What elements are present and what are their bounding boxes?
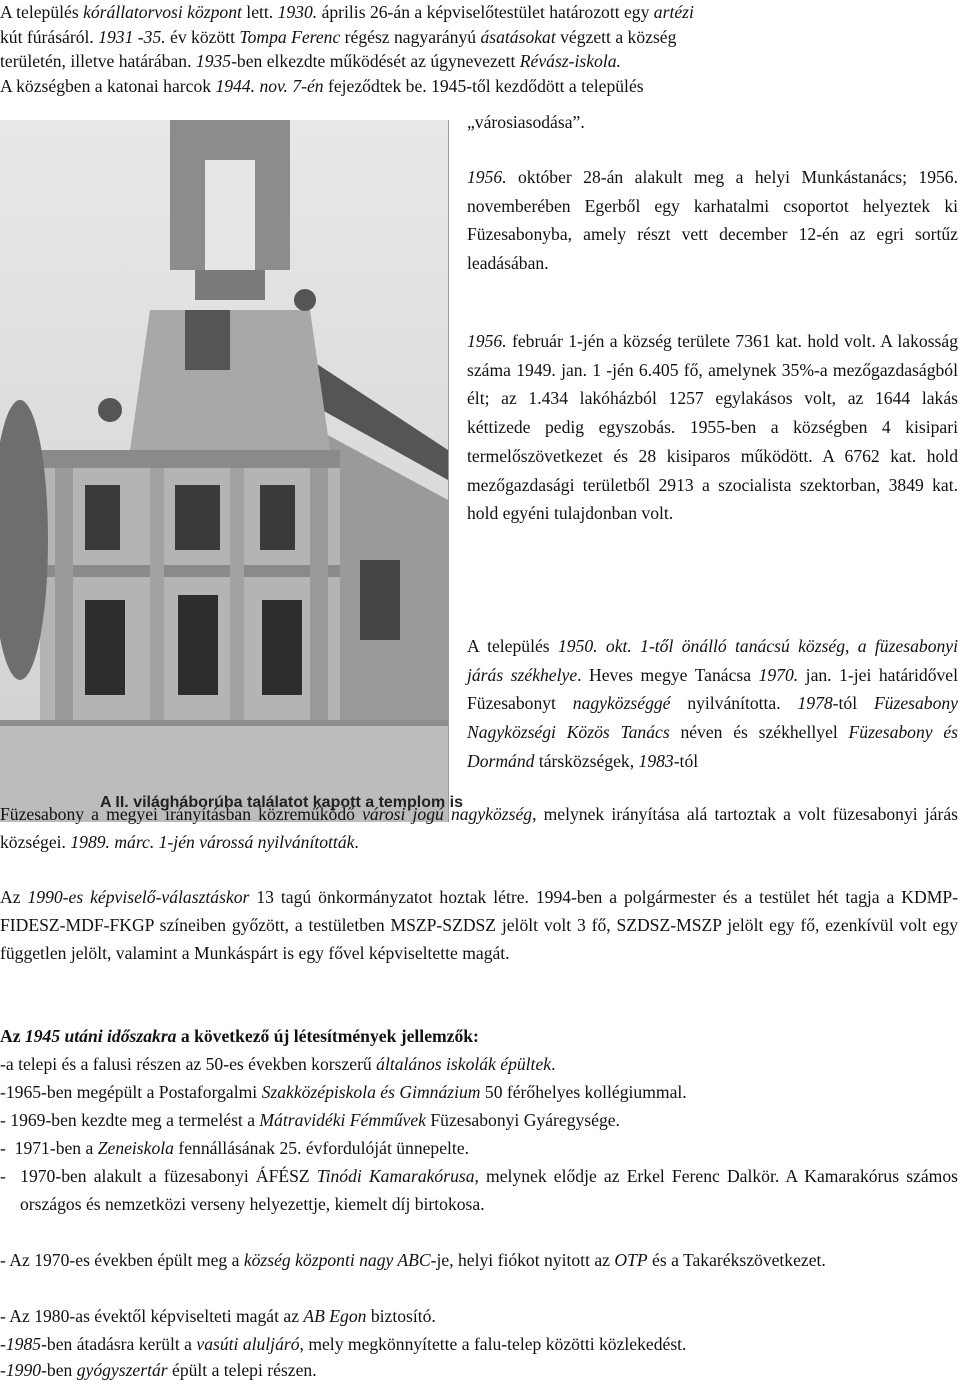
text: 1978: [797, 693, 833, 714]
list-item: -a telepi és a falusi részen az 50-es években korszerű általános iskolák épültek.: [0, 1054, 556, 1074]
text: 1945 utáni időszakra: [24, 1026, 177, 1046]
text: 1956.: [467, 331, 507, 351]
text: A település: [467, 636, 558, 656]
list-item: - 1970-ben alakult a füzesabonyi ÁFÉSZ Tinódi Kamarakórusa, melynek elődje az Erkel Ferenc Dalkör. A Kamarakórus számos országos és nemzetközi verseny helyezettje, kiemelt díj birtokosa.: [0, 1166, 958, 1214]
text: 1930.: [277, 2, 318, 22]
text: 1956.: [467, 167, 507, 187]
text: kórállatorvosi központ: [83, 2, 242, 22]
list-item: - 1969-ben kezdte meg a termelést a Mátravidéki Fémművek Füzesabonyi Gyáregysége.: [0, 1110, 620, 1130]
text: társközségek,: [534, 750, 639, 771]
paragraph-1950: [467, 632, 958, 776]
list-item: -1965-ben megépült a Postaforgalmi Szakközépiskola és Gimnázium 50 férőhelyes kollégiummal.: [0, 1082, 687, 1102]
text: fejeződtek be.: [323, 75, 427, 96]
text: 1935: [195, 51, 232, 71]
text: városi jogú nagyközség: [362, 804, 533, 824]
text: végzett a község: [555, 26, 677, 47]
text: Tompa Ferenc: [239, 26, 341, 47]
text: 1983: [638, 750, 674, 771]
text: április 26-án a képviselőtestület határozott egy: [317, 2, 654, 22]
text: Füzesabony a megyei irányításban közreműködő: [0, 804, 363, 824]
text: területén, illetve határában.: [0, 51, 196, 71]
text: a következő új létesítmények jellemzők:: [176, 1026, 479, 1046]
paragraph-1956-october: [467, 163, 958, 278]
church-photo: [0, 120, 449, 822]
text: 1989. márc. 1-jén várossá nyilvánították: [70, 832, 355, 852]
text: .: [354, 832, 359, 852]
text: , melynek irányítása alá tartoztak a volt füzesabonyi járás községei.: [0, 804, 958, 852]
section-heading: [0, 1022, 958, 1050]
text: 1944. nov. 7-én: [215, 75, 324, 96]
text: 1931 -35.: [98, 26, 166, 47]
text: A település: [0, 2, 84, 22]
text: Révász-iskola.: [519, 51, 621, 71]
paragraph-1956-february: [467, 327, 958, 528]
text: régész nagyarányú: [340, 26, 481, 47]
list-item: -1990-ben gyógyszertár épült a telepi részen.: [0, 1360, 317, 1380]
list-item: -1985-ben átadásra került a vasúti aluljáró, mely megkönnyítette a falu-telep közötti közlekedést.: [0, 1334, 687, 1354]
list-item: - Az 1980-as évektől képviselteti magát az AB Egon biztosító.: [0, 1306, 436, 1326]
paragraph-1990-election: [0, 883, 958, 967]
text: -ben elkezdte működését az úgynevezett: [231, 51, 520, 71]
church-illustration: [0, 120, 448, 822]
text: október 28-án alakult meg a helyi Munkástanács; 1956. novemberében Egerből egy karhatalmi csoportot helyeztek ki Füzesabonyba, amely részt vett december 12-én az egri sortűz leadásában.: [467, 167, 958, 274]
intro-paragraph: [0, 0, 958, 98]
text: Füzesabony és Dormánd: [467, 722, 958, 771]
text: 1945-től kezdődött a település: [426, 75, 644, 96]
text: nagyközséggé: [572, 693, 671, 714]
list-item: - Az 1970-es években épült meg a község központi nagy ABC-je, helyi fiókot nyitott az OTP és a Takarékszövetkezet.: [0, 1250, 826, 1270]
text: Az: [0, 887, 28, 907]
text: kút fúrásáról.: [0, 26, 99, 47]
text: február 1-jén a község területe 7361 kat. hold volt. A lakosság száma 1949. jan. 1 -jén 6.405 fő, amelynek 35%-a mezőgazdaságból élt; az 1.434 lakóházból 1257 egylakásos volt, az 1644 lakás kéttizede pedig egyszobás. 1955-ben a községben 4 kisipari termelőszövetkezet és 28 kisiparos működött. A 6762 kat. hold mezőgazdasági területből 2913 a szocialista szektorban, 3849 kat. hold egyéni tulajdonban volt.: [467, 331, 958, 524]
text: 1970.: [758, 664, 799, 685]
text: 13 tagú önkormányzatot hoztak létre. 1994-ben a polgármester és a testület hét tagja a KDMP-FIDESZ-MDF-FKGP színeiben győzött, a testületben MSZP-SZDSZ jelölt volt 3 fő, SZDSZ-MSZP jelölt egy fő, ezenkívül volt egy független jelölt, valamint a Munkáspárt is egy fővel képviseltette magát.: [0, 887, 958, 963]
paragraph-1983: [0, 800, 958, 856]
text: jan. 1-jei határidővel Füzesabonyt: [467, 664, 958, 714]
text: . Heves megye Tanácsa: [577, 664, 759, 685]
text: -tól: [673, 750, 699, 771]
text: 1950. okt. 1-től önálló tanácsú község, a füzesabonyi járás székhelye: [467, 636, 958, 685]
text: nyilvánította.: [670, 693, 798, 714]
list-item: - 1971-ben a Zeneiskola fennállásának 25. évfordulóját ünnepelte.: [0, 1138, 470, 1158]
text: lett.: [241, 2, 278, 22]
text: év között: [165, 26, 240, 47]
text: artézi: [653, 2, 694, 22]
photo-caption: A II. világháborúba találatot kapott a templom is: [100, 794, 464, 811]
text: A községben a katonai harcok: [0, 75, 216, 96]
text: néven és székhellyel: [669, 722, 849, 743]
text: 1990-es képviselő-választáskor: [27, 887, 250, 907]
text: „városiasodása”.: [467, 112, 585, 132]
text: -tól: [832, 693, 874, 714]
text: Füzesabony Nagyközségi Közös Tanács: [467, 693, 958, 743]
text: ásatásokat: [480, 26, 556, 47]
text: Az: [0, 1026, 25, 1046]
intro-last-line: [467, 110, 585, 135]
